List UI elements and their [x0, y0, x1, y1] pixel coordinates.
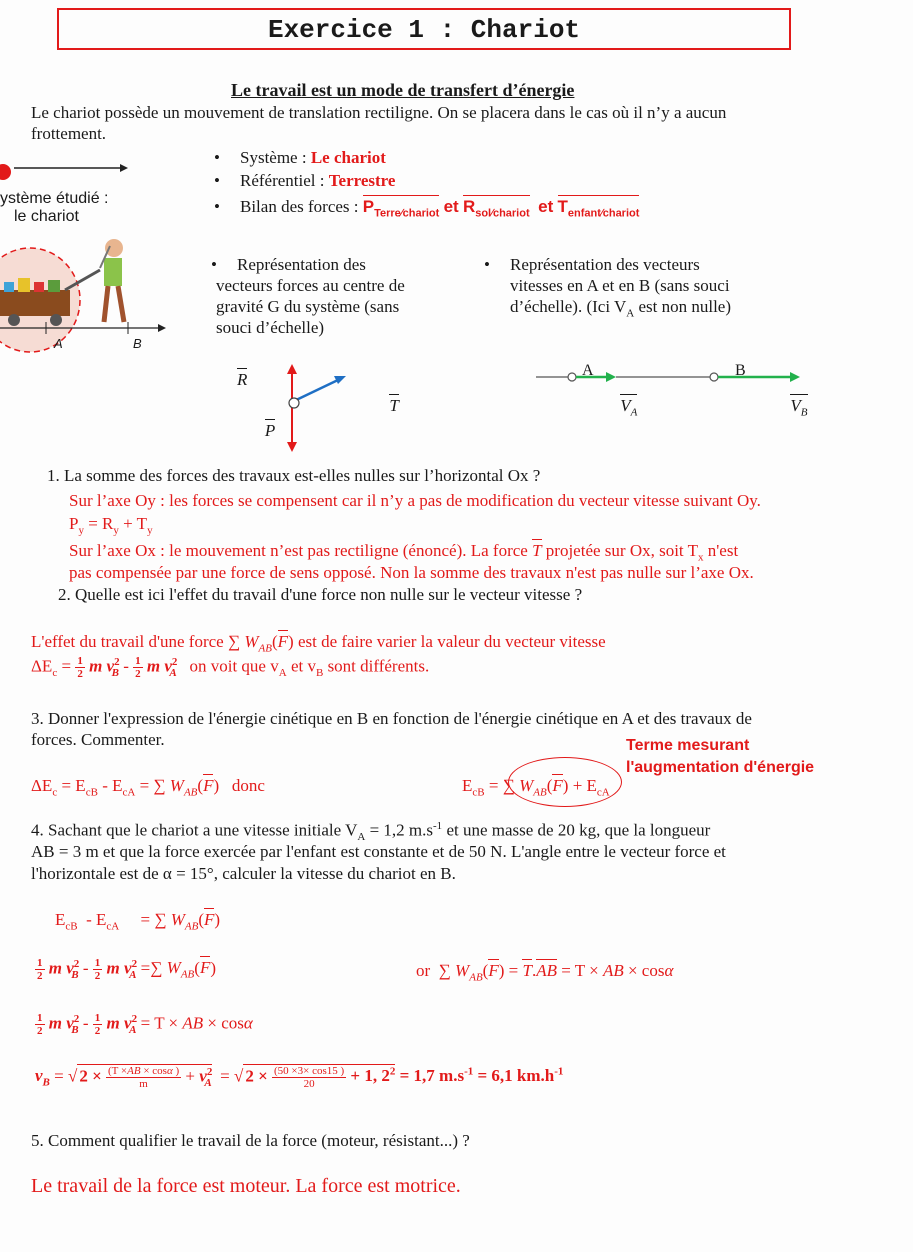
point-b-label: B [735, 362, 746, 379]
q2-answer-2: $\Delta E_c$ = $\frac{1}{2}$ m $v^2_B$ - $\frac{1}{2}$ m $v^2_A$ on voit que $v_A$ et $v_B$ sont différents. [31, 655, 430, 680]
figure-label-1: ystème étudié : [0, 190, 109, 207]
q4-question-3: l'horizontale est de α = 15°, calculer la vitesse du chariot en B. [31, 864, 456, 883]
q4-eq-2: $\frac{1}{2}$ m $v^2_B$ - $\frac{1}{2}$ m $v^2_A$ =∑ $W_{AB}(F)$ [37, 957, 216, 982]
point-a-label: A [582, 362, 594, 379]
q2-question: 2. Quelle est ici l'effet du travail d'une force non nulle sur le vecteur vitesse ? [58, 585, 583, 604]
chariot-illustration [0, 150, 175, 380]
vector-p-arrow [287, 442, 297, 452]
highlight-ellipse [508, 757, 622, 807]
vector-va-arrow [606, 372, 616, 382]
q3-answer-2: $E_{cB}$ = ∑ $W_{AB}(F) + E_{cA}$ [462, 776, 610, 799]
rep-forces-3: gravité G du système (sans [216, 297, 400, 316]
q4-question-1: 4. Sachant que le chariot a une vitesse initiale $V_A = 1,2$ $m.s^{-1}$ et une masse de 20 kg, que la longueur [31, 820, 711, 844]
label-t: T [389, 396, 399, 415]
force-t-enfant: $T_{enfant∕chariot}$ [557, 197, 640, 220]
q1-answer-1: Sur l’axe Oy : les forces se compensent car il n’y a pas de modification du vecteur vitesse suivant Oy. [69, 491, 761, 510]
q4-eq-3: $\frac{1}{2}$ m $v^2_B$ - $\frac{1}{2}$ m $v^2_A = T$ × AB × cosα [37, 1012, 253, 1037]
bullet-systeme: • Système : Le chariot [240, 148, 386, 168]
vector-vb-arrow [790, 372, 800, 382]
q3-answer-1: $\Delta E_c = E_{cB} - E_{cA}$ = ∑ $W_{AB}(F)$ donc [31, 776, 265, 799]
q2-answer-1: L'effet du travail d'une force ∑ $W_{AB}(F)$ est de faire varier la valeur du vecteur vitesse [31, 632, 606, 655]
figure-label-2: le chariot [14, 208, 79, 225]
vector-r-arrow [287, 364, 297, 374]
q3-question-1: 3. Donner l'expression de l'énergie cinétique en B en fonction de l'énergie cinétique en A et des travaux de [31, 709, 752, 728]
force-r-sol: $R_{sol∕chariot}$ [462, 197, 530, 220]
label-r: R [237, 370, 248, 389]
rep-forces-1: • Représentation des [237, 255, 366, 275]
label-va: $V_A$ [620, 396, 638, 419]
q5-question: 5. Comment qualifier le travail de la force (moteur, résistant...) ? [31, 1131, 470, 1150]
label-p: P [264, 421, 276, 440]
page-title: Exercice 1 : Chariot [267, 15, 581, 45]
q3-note-2: l'augmentation d'énergie [626, 759, 815, 776]
rep-forces-2: vecteurs forces au centre de [216, 276, 405, 295]
bullet-referentiel: • Référentiel : Terrestre [240, 171, 395, 191]
q3-note-1: Terme mesurant [626, 737, 750, 754]
label-vb: $V_B$ [790, 396, 808, 419]
q4-question-2: AB = 3 m et que la force exercée par l'enfant est constante et de 50 N. L'angle entre le vecteur force et [31, 842, 726, 861]
bullet-bilan: • Bilan des forces : $P_{Terre∕chariot}$ et $R_{sol∕chariot}$ et $T_{enfant∕chariot}$ [240, 197, 639, 219]
q4-eq-or: or ∑ $W_{AB}(F) = T.AB = T$ × AB × cosα [416, 961, 674, 984]
figure-point-a: A [54, 336, 63, 351]
rep-vitesses-2: vitesses en A et en B (sans souci [510, 276, 730, 295]
forces-diagram [230, 360, 390, 460]
intro-line-1: Le chariot possède un mouvement de translation rectiligne. On se placera dans le cas où il n’y a aucun [31, 103, 727, 122]
q5-answer: Le travail de la force est moteur. La force est motrice. [31, 1175, 461, 1197]
section-subtitle: Le travail est un mode de transfert d’énergie [231, 80, 575, 100]
title-box [57, 8, 791, 50]
rep-vitesses-1: • Représentation des vecteurs [510, 255, 700, 275]
q1-answer-3: Sur l’axe Ox : le mouvement n’est pas rectiligne (énoncé). La force T projetée sur Ox, soit $T_x$ n'est [69, 541, 739, 564]
q3-question-2: forces. Commenter. [31, 730, 165, 749]
intro-line-2: frottement. [31, 124, 107, 143]
figure-point-b: B [133, 336, 142, 351]
q4-eq-4: $v_B$ = √ 2 × $\frac{(T \times AB \times \cos\alpha )}{m}$ + $v^2_A$ = √ 2 × $\frac{(50 \times 3\times \cos 15 )}{20}$ + 1, $2^2 = 1,7$ $m.s^{-1} = 6,1$ $km.h^{-1}$ [35, 1065, 564, 1090]
q1-question: 1. La somme des forces des travaux est-elles nulles sur l’horizontal Ox ? [47, 466, 541, 485]
rep-forces-4: souci d’échelle) [216, 318, 325, 337]
q1-answer-2: $P_y = R_y + T_y$ [69, 514, 153, 537]
q1-answer-4: pas compensée par une force de sens opposé. Non la somme des travaux n'est pas nulle sur l’axe Ox. [69, 563, 754, 582]
speed-diagram [530, 362, 810, 392]
force-p-terre: $P_{Terre∕chariot}$ [362, 197, 440, 220]
q4-eq-1: $E_{cB} - E_{cA}$ = ∑ $W_{AB}(F)$ [55, 910, 221, 933]
rep-vitesses-3: d’échelle). (Ici $V_A$ est non nulle) [510, 297, 732, 320]
